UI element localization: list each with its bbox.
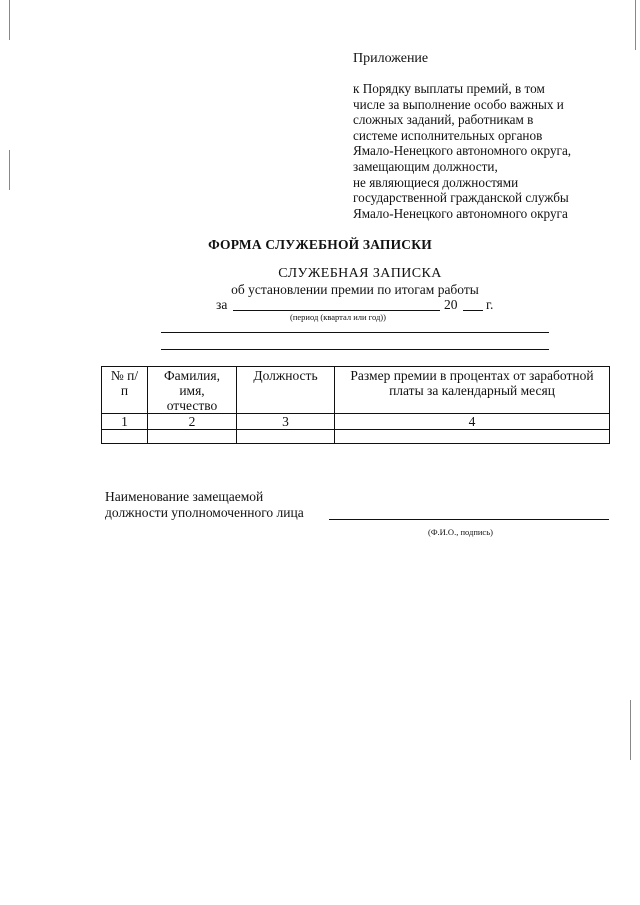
appendix-line: системе исполнительных органов: [353, 127, 543, 143]
header-bonus-size: [335, 367, 610, 414]
signatory-position-label: [105, 489, 304, 521]
table-cell-blank[interactable]: [335, 430, 610, 444]
table-cell: 2: [148, 414, 237, 430]
period-caption: (период (квартал или год)): [290, 312, 386, 322]
period-prefix: за: [216, 297, 228, 312]
appendix-line: государственной гражданской службы: [353, 190, 569, 206]
table-row-blank: [102, 430, 610, 444]
department-blank-line[interactable]: [161, 349, 549, 350]
table-cell-blank[interactable]: [237, 430, 335, 444]
department-blank-line[interactable]: [161, 332, 549, 333]
header-full-name: [148, 367, 237, 414]
period-blank-field[interactable]: [233, 310, 440, 311]
appendix-text: [353, 81, 623, 221]
scan-edge-mark: [635, 0, 636, 50]
memo-subtitle: об установлении премии по итогам работы: [231, 282, 479, 297]
table-cell: 1: [102, 414, 148, 430]
header-position-label: Должность: [253, 368, 318, 383]
memo-title: СЛУЖЕБНАЯ ЗАПИСКА: [278, 266, 442, 281]
table-row-numbers: [102, 414, 610, 430]
header-number-label: № п/п: [110, 368, 139, 398]
header-position: [237, 367, 335, 414]
appendix-line: не являющиеся должностями: [353, 174, 519, 190]
period-year-prefix: 20: [444, 297, 458, 312]
table-cell: 4: [335, 414, 610, 430]
appendix-line: замещающим должности,: [353, 158, 498, 174]
table-cell: 3: [237, 414, 335, 430]
scan-edge-mark: [9, 150, 10, 190]
header-full-name-label: Фамилия, имя, отчество: [164, 368, 220, 413]
table-cell-blank[interactable]: [148, 430, 237, 444]
signatory-label-line: Наименование замещаемой: [105, 489, 264, 504]
appendix-line: Ямало-Ненецкого автономного округа: [353, 205, 568, 221]
form-title: ФОРМА СЛУЖЕБНОЙ ЗАПИСКИ: [208, 237, 432, 252]
table-cell-blank[interactable]: [102, 430, 148, 444]
signature-blank-field[interactable]: [329, 519, 609, 520]
bonus-table: [101, 366, 610, 444]
scan-edge-mark: [630, 700, 631, 760]
appendix-line: Ямало-Ненецкого автономного округа,: [353, 143, 572, 159]
appendix-line: к Порядку выплаты премий, в том: [353, 81, 545, 96]
appendix-line: числе за выполнение особо важных и: [353, 96, 564, 112]
period-suffix: г.: [486, 297, 494, 312]
table-header-row: [102, 367, 610, 414]
appendix-title: Приложение: [353, 51, 429, 66]
scan-edge-mark: [9, 0, 10, 40]
header-bonus-size-label: Размер премии в процентах от заработной платы за календарный месяц: [350, 368, 594, 398]
appendix-line: сложных заданий, работникам в: [353, 112, 534, 128]
signatory-label-line: должности уполномоченного лица: [105, 505, 304, 520]
year-blank-field[interactable]: [463, 310, 483, 311]
signature-caption: (Ф.И.О., подпись): [428, 527, 493, 537]
header-number: [102, 367, 148, 414]
